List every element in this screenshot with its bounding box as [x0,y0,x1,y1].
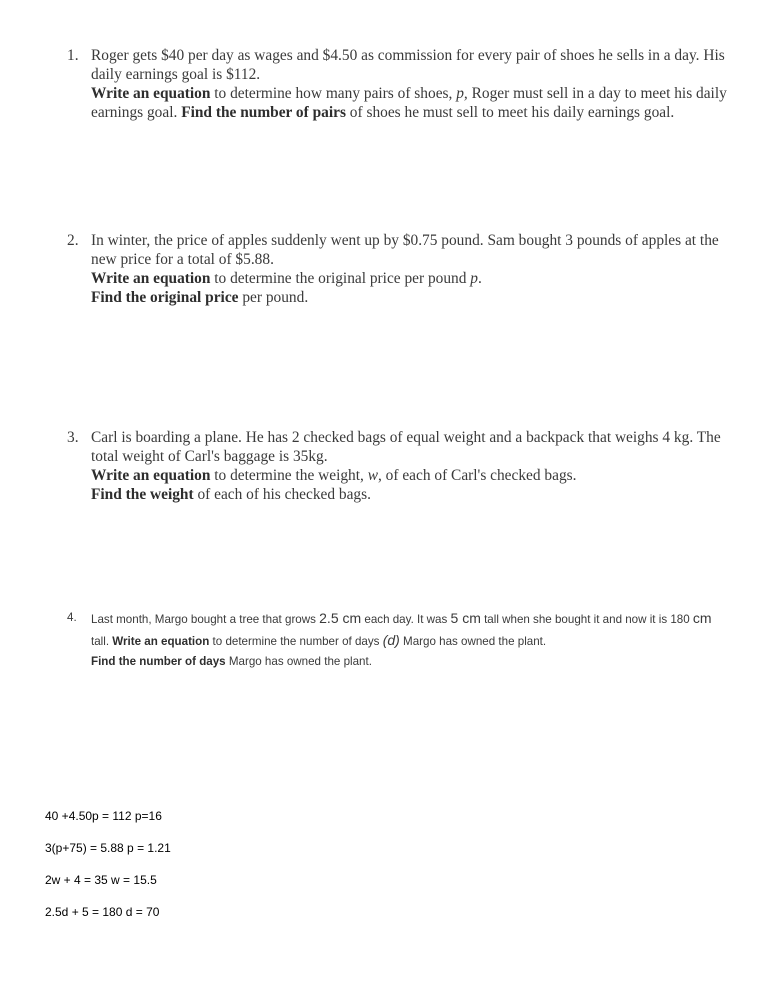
instruction-text: to determine how many pairs of shoes, [210,85,457,102]
find-instruction: Find the number of pairs [181,104,346,121]
problem-number: 1. [67,47,79,64]
problem-number: 3. [67,429,79,446]
instruction-text: Roger must sell in a day to meet his daily earnings goal. [91,85,727,121]
write-equation-instruction: Write an equation [91,467,211,484]
variable: p, [456,85,468,102]
problem-intro: Carl is boarding a plane. He has 2 checked bags of equal weight and a backpack that weighs 4 kg. The total weight of Carl's baggage is 35kg. [91,429,721,465]
find-instruction: Find the weight [91,486,194,503]
instruction-text: . [478,270,482,287]
variable: (d) [382,632,400,648]
instruction-text: Margo has owned the plant. [399,635,547,648]
problem-3 [67,428,727,504]
instruction-text: , of each of Carl's checked bags. [377,467,577,484]
write-equation-instruction: Write an equation [112,635,210,648]
answer-line: 3(p+75) = 5.88 p = 1.21 [45,841,171,855]
problem-number: 2. [67,232,79,249]
instruction-text: per pound. [238,289,309,306]
problem-intro: Last month, Margo bought a tree that grows [91,613,320,626]
problem-intro: Roger gets $40 per day as wages and $4.50 as commission for every pair of shoes he sells in a day. His daily earnings goal is $112. [91,47,725,83]
variable: p [470,270,478,287]
problem-intro: In winter, the price of apples suddenly went up by $0.75 pound. Sam bought 3 pounds of apples at the new price for a total of $5.88. [91,232,719,268]
problem-text [91,608,727,672]
answer-list [45,808,171,936]
write-equation-instruction: Write an equation [91,270,211,287]
instruction-text: to determine the number of days [209,635,383,648]
problem-intro: tall. [91,635,113,648]
answer-line: 40 +4.50p = 112 p=16 [45,809,162,823]
instruction-text: Margo has owned the plant. [225,655,372,668]
problem-text [91,46,727,122]
write-equation-instruction: Write an equation [91,85,211,102]
problem-intro: tall when she bought it and now it is 180 [480,613,693,626]
answer-line: 2.5d + 5 = 180 d = 70 [45,905,160,919]
problem-intro: each day. It was [361,613,451,626]
problem-number: 4. [67,611,77,624]
measurement: 5 cm [450,610,481,626]
measurement: cm [692,610,712,626]
find-instruction: Find the number of days [91,655,226,668]
problem-2 [67,231,727,307]
problem-text [91,428,727,504]
measurement: 2.5 cm [319,610,362,626]
problem-4 [67,608,727,672]
instruction-text: to determine the original price per pound [210,270,471,287]
problem-1 [67,46,727,122]
answer-line: 2w + 4 = 35 w = 15.5 [45,873,157,887]
variable: w [367,467,378,484]
problem-text [91,231,727,307]
instruction-text: to determine the weight, [210,467,368,484]
instruction-text: of each of his checked bags. [193,486,371,503]
find-instruction: Find the original price [91,289,239,306]
instruction-text: of shoes he must sell to meet his daily earnings goal. [345,104,675,121]
